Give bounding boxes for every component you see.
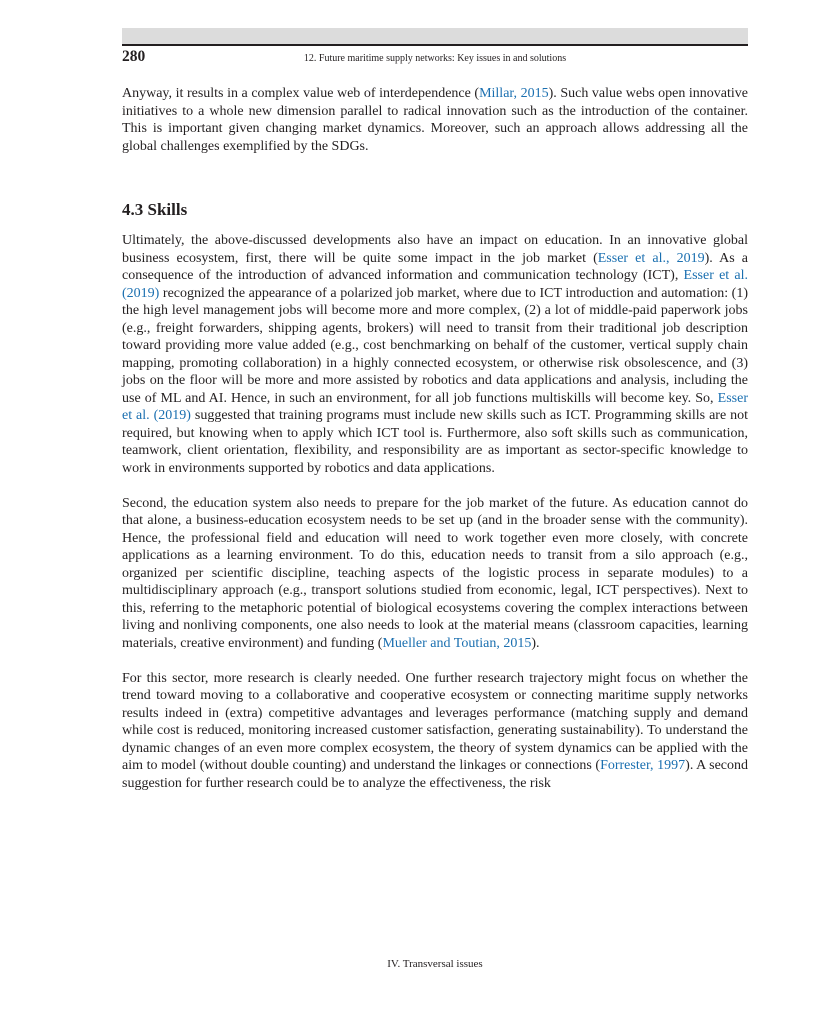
citation-link[interactable]: Millar, 2015 <box>479 86 549 101</box>
text-run: ). As a consequence of the introduction of advanced information and communication technology (ICT), <box>122 250 748 283</box>
header-band <box>122 28 748 44</box>
running-head: 12. Future maritime supply networks: Key issues in and solutions <box>303 53 567 64</box>
text-run: ). Such value webs open innovative initiatives to a whole new dimension parallel to radical innovation such as the introduction of the container. This is important given changing market dynamics. Moreover, such an approach allows addressing all the global challenges exemplified by the SDGs. <box>122 86 749 154</box>
body-paragraph <box>122 232 748 477</box>
citation-link[interactable]: Esser et al. (2019) <box>122 268 749 301</box>
footer-part-title: IV. Transversal issues <box>387 958 483 970</box>
text-run: Ultimately, the above-discussed developments also have an impact on education. In an innovative global business ecosystem, first, there will be quite some impact in the job market ( <box>122 233 748 266</box>
header-rule <box>122 44 748 46</box>
citation-link[interactable]: Mueller and Toutian, 2015 <box>382 635 532 651</box>
citation-link[interactable]: Esser et al., 2019 <box>597 250 705 266</box>
section-heading: 4.3 Skills <box>122 200 188 219</box>
page-body <box>122 85 748 792</box>
body-paragraph <box>122 670 748 793</box>
body-paragraph <box>122 495 748 653</box>
citation-link[interactable]: Forrester, 1997 <box>600 758 686 773</box>
text-run: Second, the education system also needs to prepare for the job market of the future. As education cannot do that alone, a business-education ecosystem needs to be set up (and in the broader sense with the community). Hence, the professional field and education will need to work together even more closely, with concrete applications as a learning environment. To do this, education needs to transit from a silo approach (e.g., organized per scientific discipline, teaching aspects of the logistic process in separate modules) to a multidisciplinary approach (e.g., transport solutions studied from economic, legal, ICT perspectives). Next to this, referring to the metaphoric potential of biological ecosystems covering the complex interactions between living and nonliving components, one also needs to look at the material means (classroom capacities, learning materials, creative environment) and funding ( <box>122 495 748 651</box>
text-run: ). A second suggestion for further research could be to analyze the effectiveness, the risk <box>122 758 748 791</box>
page-number: 280 <box>122 48 146 65</box>
text-run: suggested that training programs must include new skills such as ICT. Programming skills are not required, but knowing when to apply which ICT tool is. Furthermore, also soft skills such as communication, teamwork, client orientation, flexibility, and responsibility are as important as sector-specific knowledge to work in environments supported by robotics and data applications. <box>122 408 749 476</box>
citation-link[interactable]: Esser et al. (2019) <box>122 390 748 423</box>
text-run: For this sector, more research is clearly needed. One further research trajectory might focus on whether the trend toward moving to a collaborative and cooperative ecosystem or connecting maritime supply networks results indeed in (extra) competitive advantages and leverages performance (matching supply and demand while cost is reduced, monitoring increased customer satisfaction, generating sustainability). To understand the dynamic changes of an even more complex ecosystem, the theory of system dynamics can be applied with the aim to model (without double counting) and understand the linkages or connections ( <box>122 670 748 773</box>
text-run: Anyway, it results in a complex value web of interdependence ( <box>122 86 480 101</box>
intro-paragraph <box>122 85 748 155</box>
text-run: ). <box>531 635 540 651</box>
text-run: recognized the appearance of a polarized job market, where due to ICT introduction and automation: (1) the high level management jobs will become more and more complex, (2) a lot of middle-paid paperwork jobs (e.g., freight forwarders, shipping agents, brokers) will need to transit from their traditional job description toward providing more value added (e.g., cost benchmarking on behalf of the customer, vertical supply chain mapping, promoting collaboration) in a highly connected ecosystem, or otherwise risk obsolescence, and (3) jobs on the floor will be more and more assisted by robotics and data applications and analysis, including the use of ML and AI. Hence, in such an environment, for all job functions multiskills will become key. So, <box>122 285 748 406</box>
